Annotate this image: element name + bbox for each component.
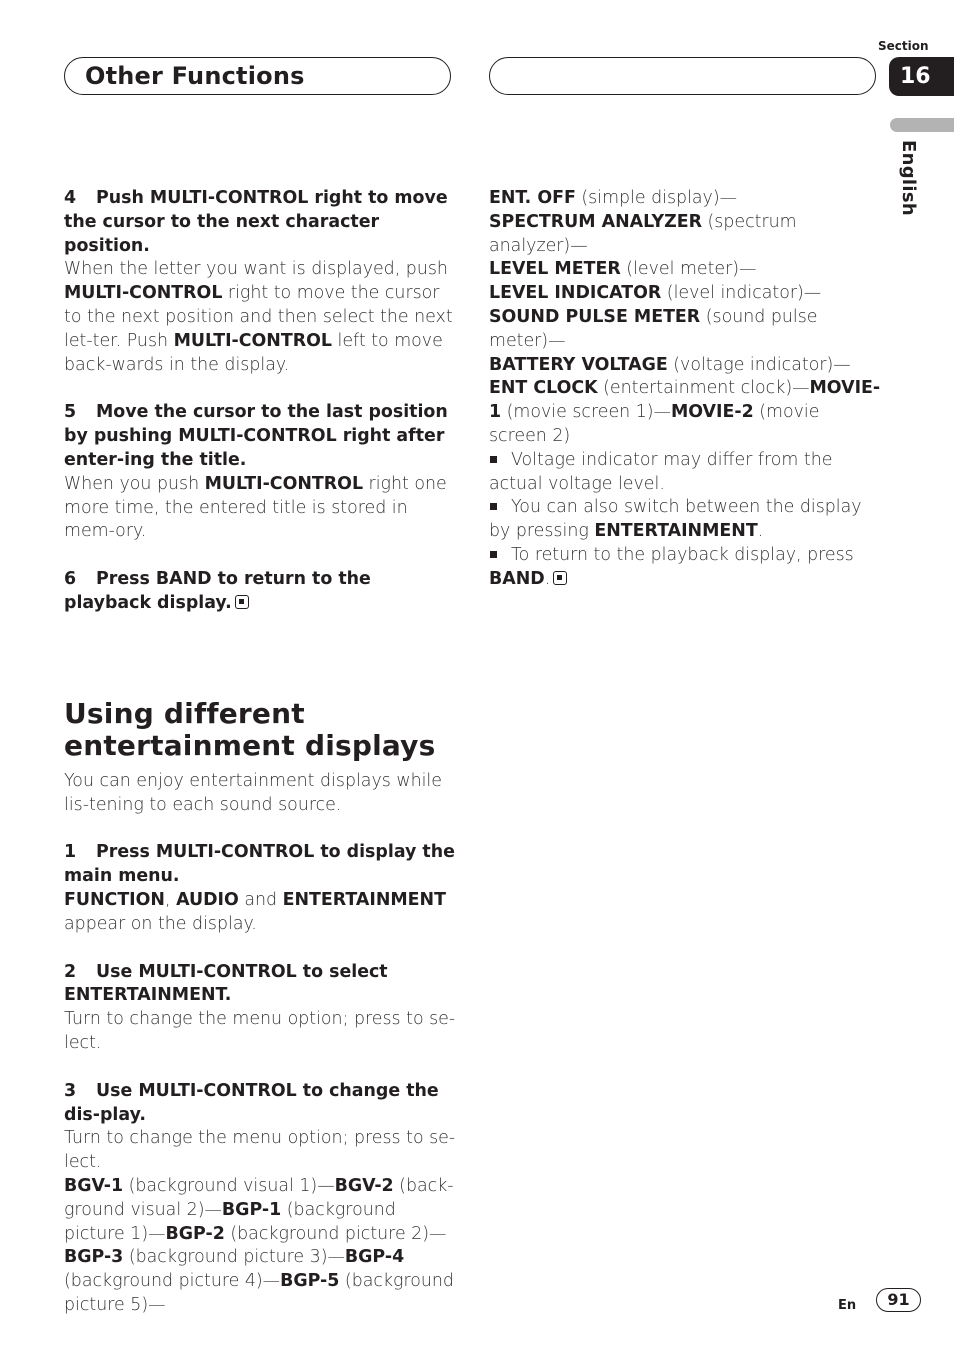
section-heading: Using different entertainment displays (64, 696, 436, 762)
note-voltage: Voltage indicator may differ from the actual voltage level. (489, 449, 833, 494)
chapter-title: Other Functions (85, 62, 305, 90)
bullet-square-icon (490, 503, 497, 510)
step-2-text: Turn to change the menu option; press to se-lect. (64, 1009, 456, 1053)
right-column (489, 187, 881, 592)
step-1-text: FUNCTION, AUDIO and ENTERTAINMENT appear on the display. (64, 889, 446, 934)
header-right-box (489, 57, 876, 95)
section-number-badge: 16 (889, 57, 954, 96)
step-4-heading: 4 Push MULTI-CONTROL right to move the cursor to the next character position. (64, 188, 448, 256)
display-options-list: BGV-1 (background visual 1)—BGV-2 (back-ground visual 2)—BGP-1 (background picture 1)—BGP-2 (background picture 2)—BGP-3 (background picture 3)—BGP-4 (background picture 4)—BGP-5 (background picture 5)— (64, 1175, 454, 1315)
step-6-heading: 6 Press BAND to return to the playback display. (64, 569, 371, 613)
page-number: 91 (876, 1288, 921, 1312)
step-5-heading: 5 Move the cursor to the last position by pushing MULTI-CONTROL right after enter-ing the title. (64, 402, 448, 470)
header-left-box (64, 57, 451, 95)
footer-language-code: En (838, 1298, 857, 1313)
end-mark-icon (235, 595, 249, 609)
end-mark-icon (553, 571, 567, 585)
note-return-playback: To return to the playback display, press BAND. (489, 544, 854, 589)
step-2-heading: 2 Use MULTI-CONTROL to select ENTERTAINMENT. (64, 961, 388, 1006)
bullet-square-icon (490, 551, 497, 558)
section-label: Section (878, 39, 929, 53)
intro-text: You can enjoy entertainment displays while lis-tening to each sound source. (64, 770, 442, 815)
bullet-square-icon (490, 456, 497, 463)
step-5-text: When you push MULTI-CONTROL right one more time, the entered title is stored in mem-ory. (64, 473, 447, 542)
step-3-heading: 3 Use MULTI-CONTROL to change the dis-play. (64, 1080, 439, 1125)
language-label: English (898, 140, 919, 216)
step-1-heading: 1 Press MULTI-CONTROL to display the main menu. (64, 842, 455, 887)
step-4-text: When the letter you want is displayed, push MULTI-CONTROL right to move the cursor to the next position and then select the next let-ter. Push MULTI-CONTROL left to move back-wards in the display. (64, 259, 453, 375)
step-3-text: Turn to change the menu option; press to se-lect. (64, 1128, 456, 1173)
display-options-continued: ENT. OFF (simple display)— SPECTRUM ANALYZER (spectrum analyzer)— LEVEL METER (level meter)— LEVEL INDICATOR (level indicator)— SOUND PULSE METER (sound pulse meter)— BATTERY VOLTAGE (voltage indicator)— ENT CLOCK (entertainment clock)—MOVIE-1 (movie screen 1)—MOVIE-2 (movie screen 2) (489, 188, 881, 446)
note-switch-display: You can also switch between the display by pressing ENTERTAINMENT. (489, 497, 862, 542)
language-tab (890, 118, 954, 132)
left-column (64, 187, 456, 1318)
